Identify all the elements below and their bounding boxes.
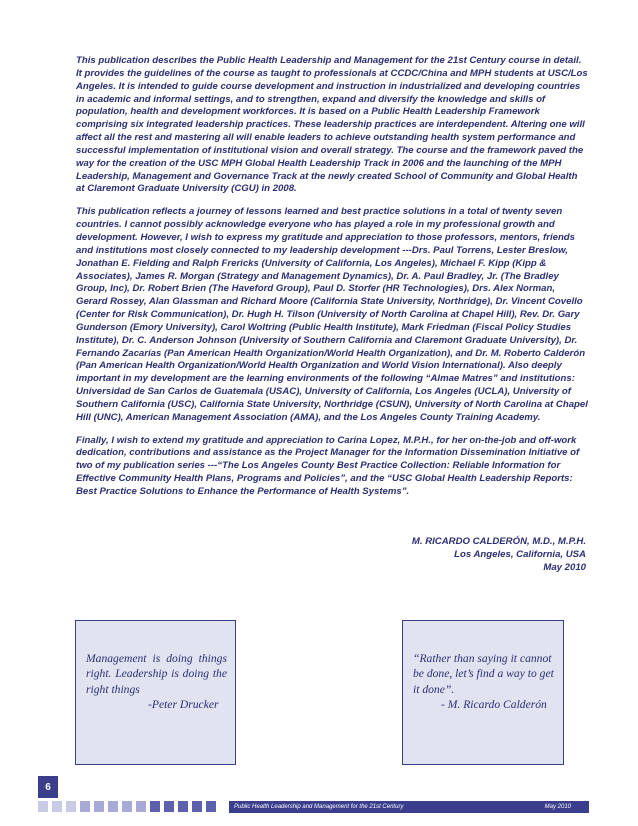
footer-square	[52, 801, 62, 812]
footer-square	[178, 801, 188, 812]
page-number: 6	[38, 776, 58, 798]
footer-square	[150, 801, 160, 812]
footer-square	[38, 801, 48, 812]
footer-square	[122, 801, 132, 812]
footer-square	[136, 801, 146, 812]
quote-author: - M. Ricardo Calderón	[441, 698, 547, 711]
footer-date: May 2010	[544, 804, 571, 810]
signature-location: Los Angeles, California, USA	[454, 549, 586, 560]
quote-text: “Rather than saying it cannot be done, let’s find a way to get it done”.	[413, 652, 554, 696]
signature-date: May 2010	[543, 562, 586, 573]
quote-box-drucker	[75, 620, 236, 765]
quote-text: Management is doing things right. Leadership is doing the right things	[86, 652, 227, 696]
quote-author: -Peter Drucker	[148, 698, 219, 711]
footer-title: Public Health Leadership and Management for the 21st Century	[234, 804, 404, 810]
footer-square	[80, 801, 90, 812]
paragraph-gratitude: Finally, I wish to extend my gratitude and appreciation to Carina Lopez, M.P.H., for her on-the-job and off-work dedication, contributions and assistance as the Project Manager for the Information Dissemination Initiative of two of my publication series ---“The Los Angeles County Best Practice Collection: Reliable Information for Effective Community Health Plans, Programs and Policies”, and the “USC Global Health Leadership Reports: Best Practice Solutions to Enhance the Performance of Health Systems”.	[76, 434, 580, 497]
footer-square	[164, 801, 174, 812]
footer-bar	[229, 801, 589, 813]
footer-square	[94, 801, 104, 812]
footer-square	[108, 801, 118, 812]
footer-square	[206, 801, 216, 812]
footer-square	[192, 801, 202, 812]
quote-box-calderon	[402, 620, 564, 765]
signature-block	[412, 535, 586, 574]
paragraph-acknowledgements: This publication reflects a journey of lessons learned and best practice solutions in a total of twenty seven countries. I cannot possibly acknowledge everyone who has played a role in my professional growth and development. However, I wish to express my gratitude and appreciation to those professors, mentors, friends and institutions most closely connected to my leadership development ---Drs. Paul Torrens, Lester Breslow, Jonathan E. Fielding and Ralph Frericks (University of California, Los Angeles), Michael F. Kipp (Kipp & Associates), James R. Morgan (Strategy and Management Dynamics), Dr. A. Paul Bradley, Jr. (The Bradley Group, Inc), Dr. Robert Brien (The Haveford Group), Paul D. Storfer (HR Technologies), Drs. Alex Norman, Gerard Rossey, Alan Glassman and Richard Moore (California State University, Northridge), Dr. Vincent Covello (Center for Risk Communication), Dr. Hugh H. Tilson (University of North Carolina at Chapel Hill), Rev. Dr. Gary Gunderson (Emory University), Carol Woltring (Public Health Institute), Mark Friedman (Fiscal Policy Studies Institute), Dr. C. Anderson Johnson (University of Southern California and Claremont Graduate University), Dr. Fernando Zacarías (Pan American Health Organization/World Health Organization), and Dr. M. Roberto Calderón (Pan American Health Organization/World Health Organization and World Vision International). Also deeply important in my development are the learning environments of the following “Almae Matres” and institutions: Universidad de San Carlos de Guatemala (USAC), University of California, Los Angeles (UCLA), University of Southern California (USC), California State University, Northridge (CSUN), University of North Carolina at Chapel Hill (UNC), American Management Association (AMA), and the Los Angeles County Training Academy.	[76, 206, 588, 423]
paragraph-intro: This publication describes the Public Health Leadership and Management for the 21st Century course in detail. It provides the guidelines of the course as taught to professionals at CCDC/China and MPH students at USC/Los Angeles. It is intended to guide course development and instruction in industrialized and developing countries in academic and informal settings, and to strengthen, expand and diversify the knowledge and skills of population, health and development workforces. It is based on a Public Health Leadership Framework comprising six integrated leadership practices. These leadership practices are interdependent. Altering one will affect all the rest and mastering all will enable leaders to achieve outstanding health system performance and successful implementation of institutional vision and overall strategy. The course and the framework paved the way for the creation of the USC MPH Global Health Leadership Track in 2006 and the launching of the MPH Leadership, Management and Governance Track at the newly created School of Community and Global Health at Claremont Graduate University (CGU) in 2008.	[76, 55, 588, 195]
body-text	[76, 55, 588, 509]
footer-square	[66, 801, 76, 812]
signature-name: M. RICARDO CALDERÓN, M.D., M.P.H.	[411, 536, 586, 547]
